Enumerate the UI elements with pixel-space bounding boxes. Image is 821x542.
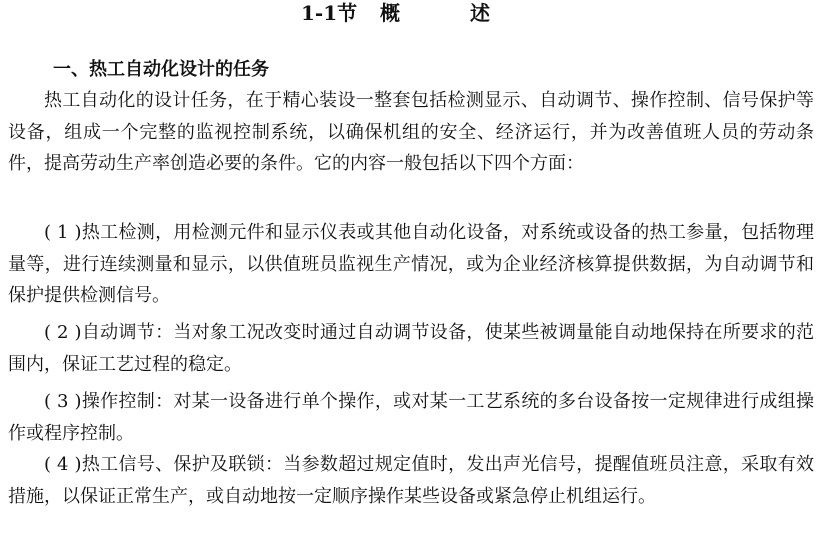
section-title-char-2: 述 <box>470 1 490 25</box>
list-item-3: ( 3 )操作控制：对某一设备进行单个操作，或对某一工艺系统的多台设备按一定规律进行成组操作或程序控制。 <box>8 391 814 444</box>
list-item-4: ( 4 )热工信号、保护及联锁：当参数超过规定值时，发出声光信号，提醒值班员注意，采取有效措施，以保证正常生产，或自动地按一定顺序操作某些设备或紧急停止机组运行。 <box>8 454 814 507</box>
section-title-char-1: 概 <box>380 1 400 25</box>
list-item-2: ( 2 )自动调节：当对象工况改变时通过自动调节设备，使某些被调量能自动地保持在所要求的范围内，保证工艺过程的稳定。 <box>8 322 814 375</box>
section-number: 1-1节 <box>301 1 358 25</box>
intro-paragraph: 热工自动化的设计任务，在于精心装设一整套包括检测显示、自动调节、操作控制、信号保护等设备，组成一个完整的监视控制系统，以确保机组的安全、经济运行，并为改善值班人员的劳动条件，提高劳动生产率创造必要的条件。它的内容一般包括以下四个方面： <box>8 90 814 175</box>
subsection-heading: 一、热工自动化设计的任务 <box>53 59 269 80</box>
list-item-1: ( 1 )热工检测，用检测元件和显示仪表或其他自动化设备，对系统或设备的热工参量，包括物理量等，进行连续测量和显示，以供值班员监视生产情况，或为企业经济核算提供数据，为自动调节和保护提供检测信号。 <box>8 222 814 307</box>
section-title <box>0 0 821 26</box>
